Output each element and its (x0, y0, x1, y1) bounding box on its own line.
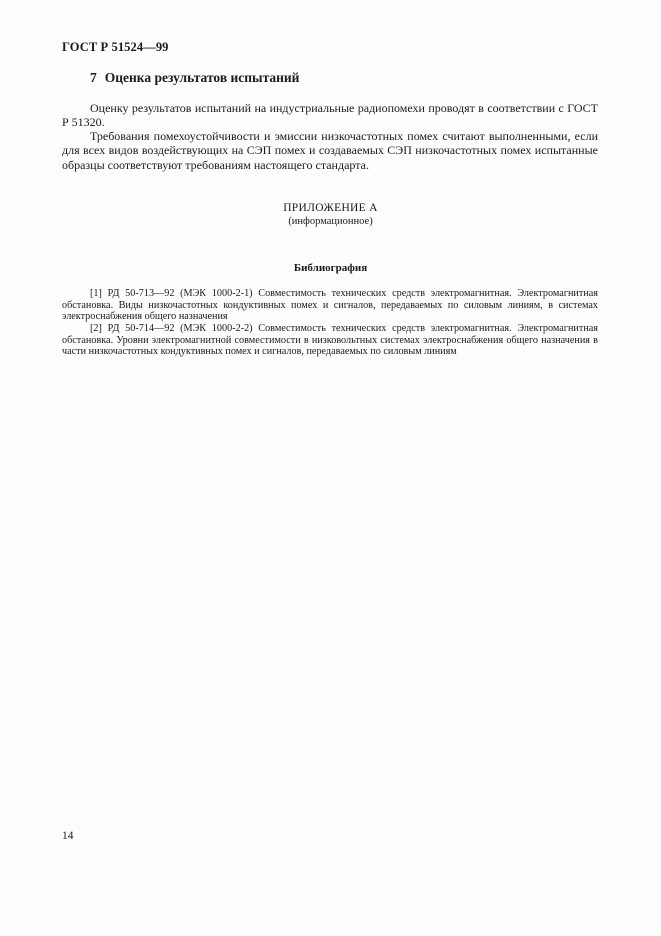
bibliography-title: Библиография (293, 262, 368, 274)
bibliography-item (62, 323, 598, 358)
bibliography-item-text: [1] РД 50-713—92 (МЭК 1000-2-1) Совместимость технических средств электромагнитная. Электромагнитная обстановка. Виды низкочастотных кондуктивных помех и сигналов, передаваемых по силовым линиям, в системах электроснабжения общего назначения (62, 288, 598, 323)
paragraph-evaluation (62, 101, 598, 130)
appendix-title: ПРИЛОЖЕНИЕ А (283, 202, 378, 214)
paragraph-requirements (62, 129, 598, 172)
section-title-text: Оценка результатов испытаний (104, 70, 300, 85)
bibliography-item (62, 288, 598, 323)
appendix-subtitle: (информационное) (288, 216, 373, 227)
bibliography-item-text: [2] РД 50-714—92 (МЭК 1000-2-2) Совместимость технических средств электромагнитная. Электромагнитная обстановка. Уровни электромагнитной совместимости в низковольтных системах электроснабжения общего назначения в части низкочастотных кондуктивных помех и сигналов, передаваемых по силовым линиям (62, 323, 598, 358)
page-number: 14 (62, 830, 74, 842)
paragraph-text: Требования помехоустойчивости и эмиссии низкочастотных помех считают выполненными, если для всех видов воздействующих на СЭП помех и создаваемых СЭП низкочастотных помех испытанные образцы соответствуют требованиям настоящего стандарта. (62, 129, 598, 172)
paragraph-text: Оценку результатов испытаний на индустриальные радиопомехи проводят в соответствии с ГОСТ Р 51320. (62, 101, 598, 130)
section-number: 7 (90, 70, 97, 85)
document-code-header: ГОСТ Р 51524—99 (62, 40, 169, 54)
section-heading (90, 70, 299, 86)
